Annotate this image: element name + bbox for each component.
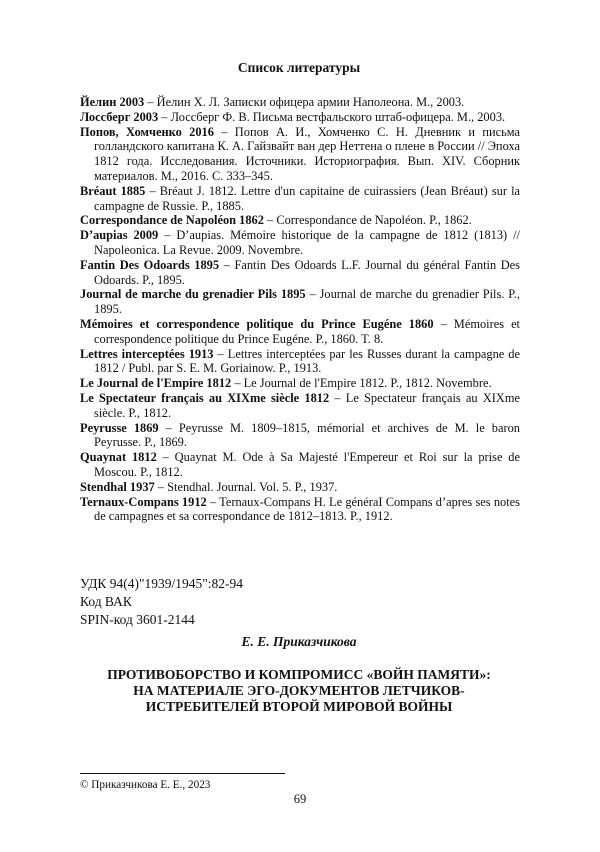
- reference-key: Journal de marche du grenadier Pils 1895: [80, 287, 306, 302]
- reference-text: – Mémoires et correspondence politique du Prince Eugéne. P., 1860. T. 8.: [94, 316, 521, 346]
- reference-key: Fantin Des Odoards 1895: [80, 257, 220, 272]
- footnote-divider: [80, 773, 285, 774]
- title-line: ИСТРЕБИТЕЛЕЙ ВТОРОЙ МИРОВОЙ ВОЙНЫ: [145, 699, 453, 714]
- reference-item: [80, 421, 520, 451]
- reference-key: Le Journal de l'Empire 1812: [80, 376, 232, 391]
- spin-code: SPIN-код 3601-2144: [80, 612, 195, 627]
- references-list: [80, 95, 520, 524]
- reference-text: – Le Journal de l'Empire 1812. P., 1812. Novembre.: [231, 376, 492, 391]
- reference-item: [80, 95, 520, 110]
- references-heading: Список литературы: [237, 60, 361, 75]
- article-title: [80, 667, 518, 715]
- reference-key: Correspondance de Napoléon 1862: [80, 213, 264, 228]
- reference-item: [80, 213, 520, 228]
- reference-key: Stendhal 1937: [80, 479, 155, 494]
- reference-text: – Le Spectateur français au XIXme siècle. P., 1812.: [94, 390, 520, 420]
- reference-key: Quaynat 1812: [80, 450, 157, 465]
- reference-key: Лоссберг 2003: [80, 109, 159, 124]
- reference-item: [80, 287, 520, 317]
- reference-item: [80, 317, 520, 347]
- reference-key: Попов, Хомченко 2016: [80, 124, 214, 139]
- reference-key: Peyrusse 1869: [80, 420, 159, 435]
- reference-key: Le Spectateur français au XIXme siècle 1812: [80, 390, 330, 405]
- reference-text: – Quaynat M. Ode à Sa Majesté l'Empereur et Roi sur la prise de Moscou. P., 1812.: [94, 450, 520, 479]
- reference-item: [80, 125, 520, 184]
- reference-key: Lettres interceptées 1913: [80, 346, 214, 361]
- reference-item: [80, 110, 520, 125]
- reference-text: – D’aupias. Mémoire historique de la campagne de 1812 (1813) // Napoleonica. La Revue. 2009. Novembre.: [94, 228, 520, 257]
- reference-key: Mémoires et correspondence politique du Prince Eugéne 1860: [80, 316, 434, 331]
- copyright-footnote: © Приказчикова Е. Е., 2023: [80, 779, 211, 791]
- reference-text: – Peyrusse M. 1809–1815, mémorial et archives de M. le baron Peyrusse. P., 1869.: [94, 420, 520, 450]
- reference-key: D’aupias 2009: [80, 228, 159, 243]
- reference-item: [80, 258, 520, 288]
- reference-item: [80, 376, 520, 391]
- reference-item: [80, 450, 520, 480]
- reference-text: – Йелин Х. Л. Записки офицера армии Наполеона. М., 2003.: [144, 95, 465, 109]
- reference-text: – Correspondance de Napoléon. P., 1862.: [263, 213, 472, 228]
- reference-key: Ternaux-Compans 1912: [80, 494, 207, 509]
- reference-text: – Lettres interceptées par les Russes durant la campagne de 1812 / Publ. par S. E. M. Goriainow. P., 1913.: [94, 346, 520, 376]
- reference-item: [80, 228, 520, 258]
- author-name: Е. Е. Приказчикова: [241, 634, 357, 649]
- title-line: НА МАТЕРИАЛЕ ЭГО-ДОКУМЕНТОВ ЛЕТЧИКОВ-: [133, 683, 465, 698]
- page-number: 69: [293, 792, 307, 806]
- reference-text: – Journal de marche du grenadier Pils. P., 1895.: [94, 287, 520, 317]
- reference-text: – Fantin Des Odoards L.F. Journal du général Fantin Des Odoards. P., 1895.: [94, 257, 521, 287]
- reference-key: Bréaut 1885: [80, 183, 146, 198]
- article-metadata: [80, 575, 243, 629]
- reference-item: [80, 480, 520, 495]
- reference-key: Йелин 2003: [80, 95, 145, 109]
- vak-code: Код ВАК: [80, 594, 132, 609]
- reference-text: – Bréaut J. 1812. Lettre d'un capitaine de cuirassiers (Jean Bréaut) sur la campagne de Russie. P., 1885.: [94, 183, 521, 213]
- reference-text: – Ternaux-Compans H. Le généraI Compans d’apres ses notes de campagnes et sa correspondance de 1812–1813. P., 1912.: [94, 494, 520, 524]
- reference-text: – Попов А. И., Хомченко С. Н. Дневник и письма голландского капитана К. А. Гайзвайт ван дер Неттена о плене в России // Эпоха 1812 года. Исследования. Источники. Историография. Вып. XIV. Сборник материалов. М., 2016. С. 333–345.: [94, 124, 520, 183]
- reference-item: [80, 391, 520, 421]
- reference-text: – Stendhal. Journal. Vol. 5. P., 1937.: [154, 479, 338, 494]
- udk-code: УДК 94(4)"1939/1945":82-94: [80, 576, 244, 591]
- reference-item: [80, 495, 520, 525]
- title-line: ПРОТИВОБОРСТВО И КОМПРОМИСС «ВОЙН ПАМЯТИ»:: [107, 667, 491, 682]
- reference-item: [80, 184, 520, 214]
- reference-item: [80, 347, 520, 377]
- reference-text: – Лоссберг Ф. В. Письма вестфальского штаб-офицера. М., 2003.: [158, 109, 506, 124]
